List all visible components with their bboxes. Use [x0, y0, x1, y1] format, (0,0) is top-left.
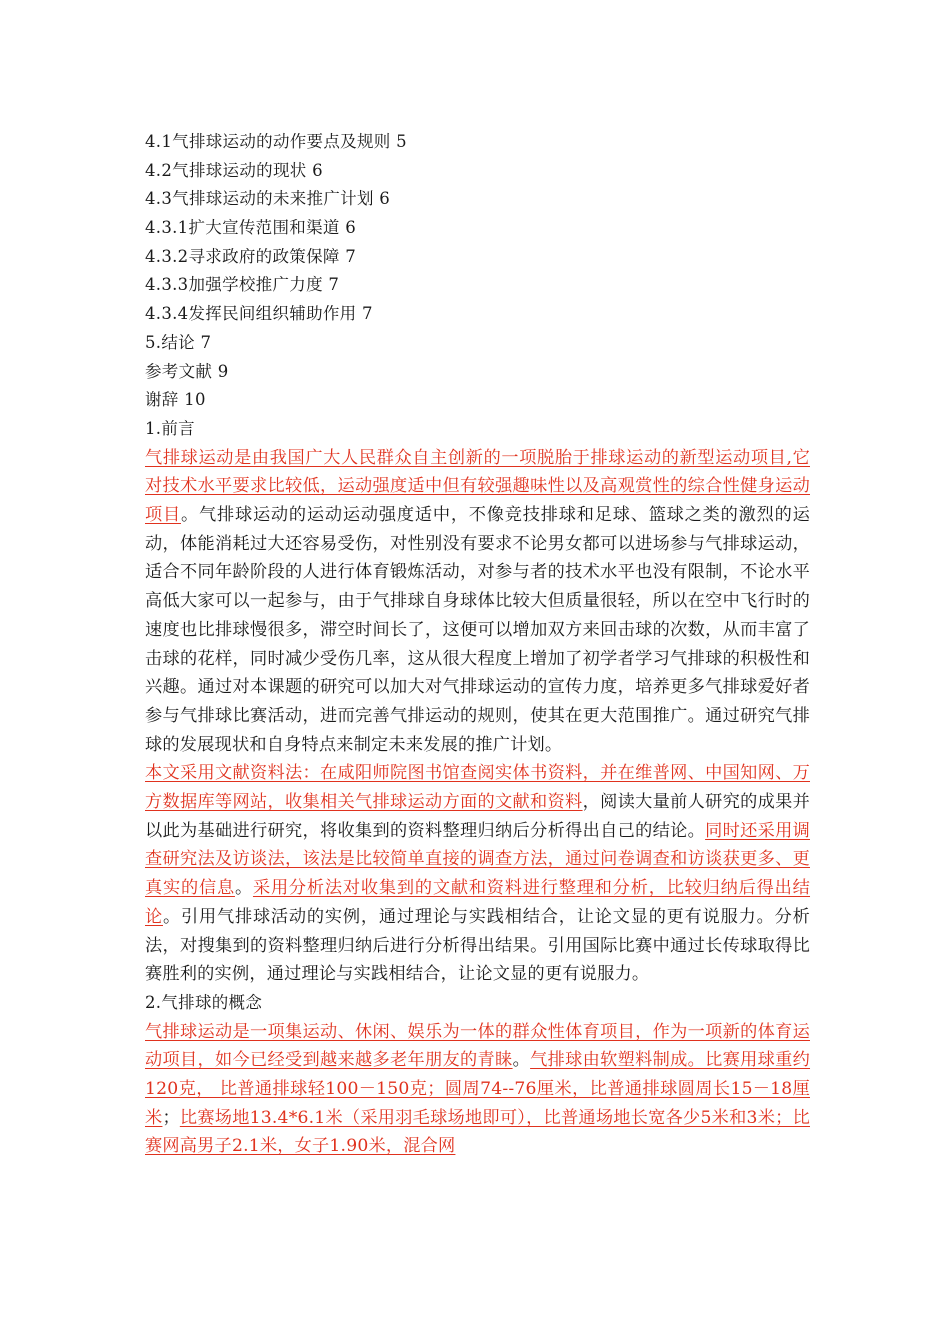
- section-heading-concept: 2.气排球的概念: [145, 992, 263, 1012]
- toc-entry[interactable]: 5.结论 7: [145, 332, 212, 352]
- body-text: ；: [162, 1107, 180, 1128]
- toc-entry[interactable]: 谢辞 10: [145, 390, 206, 410]
- highlighted-text: 气排球运动是一项集运动、休闲、娱乐为一体的群众性体育项目，作为一项新的体育运动项目，如今已经受到越来越多老年朋友的青睐: [145, 1021, 810, 1071]
- highlighted-text: 比赛场地13.4*6.1米（采用羽毛球场地即可），比普通场地长宽各少5米和3米；比赛网高男子2.1米，女子1.90米，混合网: [145, 1107, 810, 1157]
- toc-entry[interactable]: 4.1气排球运动的动作要点及规则 5: [145, 132, 407, 151]
- preface-paragraph-1: [145, 444, 810, 760]
- preface-paragraph-2: [145, 759, 810, 989]
- highlighted-text: 气排球由软塑料制成。比赛用球重约120克， 比普通排球轻100－150克；圆周74--76厘米，比普通排球圆周长15－18厘米: [145, 1050, 811, 1128]
- body-text: 。气排球运动的运动运动强度适中，不像竞技排球和足球、篮球之类的激烈的运动，体能消耗过大还容易受伤，对性别没有要求不论男女都可以进场参与气排球运动，适合不同年龄阶段的人进行体育锻炼活动，对参与者的技术水平也没有限制，不论水平高低大家可以一起参与，由于气排球自身球体比较大但质量很轻，所以在空中飞行时的速度也比排球慢很多，滞空时间长了，这便可以增加双方来回击球的次数，从而丰富了击球的花样，同时减少受伤几率，这从很大程度上增加了初学者学习气排球的积极性和兴趣。通过对本课题的研究可以加大对气排球运动的宣传力度，培养更多气排球爱好者参与气排球比赛活动，进而完善气排运动的规则，使其在更大范围推广。通过研究气排球的发展现状和自身特点来制定未来发展的推广计划。: [145, 504, 810, 755]
- body-text: 。引用气排球活动的实例，通过理论与实践相结合，让论文显的更有说服力。分析法，对搜集到的资料整理归纳后进行分析得出结果。引用国际比赛中通过长传球取得比赛胜利的实例，通过理论与实践相结合，让论文显的更有说服力。: [145, 906, 810, 985]
- toc-entry[interactable]: 4.3.3加强学校推广力度 7: [145, 275, 340, 295]
- toc-entry[interactable]: 4.3.2寻求政府的政策保障 7: [145, 246, 357, 266]
- toc-entry[interactable]: 4.3气排球运动的未来推广计划 6: [145, 189, 391, 209]
- concept-paragraph-1: [145, 1018, 810, 1162]
- body-text: 。: [234, 878, 253, 899]
- table-of-contents: [145, 128, 820, 415]
- toc-entry[interactable]: 4.3.4发挥民间组织辅助作用 7: [145, 304, 373, 324]
- section-heading-preface: 1.前言: [145, 418, 195, 438]
- highlighted-text: 同时还采用调查研究法及访谈法，该法是比较简单直接的调查方法，通过问卷调查和访谈获更多、更真实的信息: [145, 820, 810, 899]
- body-text: ，阅读大量前人研究的成果并以此为基础进行研究，将收集到的资料整理归纳后分析得出自己的结论。: [145, 792, 810, 841]
- highlighted-text: 本文采用文献资料法：在咸阳师院图书馆查阅实体书资料，并在维普网、中国知网、万方数据库等网站，收集相关气排球运动方面的文献和资料: [145, 763, 810, 813]
- body-text: 。: [512, 1050, 531, 1071]
- highlighted-text: 采用分析法对收集到的文献和资料进行整理和分析，比较归纳后得出结论: [145, 878, 811, 927]
- toc-entry[interactable]: 4.3.1扩大宣传范围和渠道 6: [145, 218, 357, 238]
- highlighted-text: 气排球运动是由我国广大人民群众自主创新的一项脱胎于排球运动的新型运动项目,它对技术水平要求比较低，运动强度适中但有较强趣味性以及高观赏性的综合性健身运动项目: [145, 447, 810, 525]
- toc-entry[interactable]: 参考文献 9: [145, 361, 229, 381]
- toc-entry[interactable]: 4.2气排球运动的现状 6: [145, 160, 323, 180]
